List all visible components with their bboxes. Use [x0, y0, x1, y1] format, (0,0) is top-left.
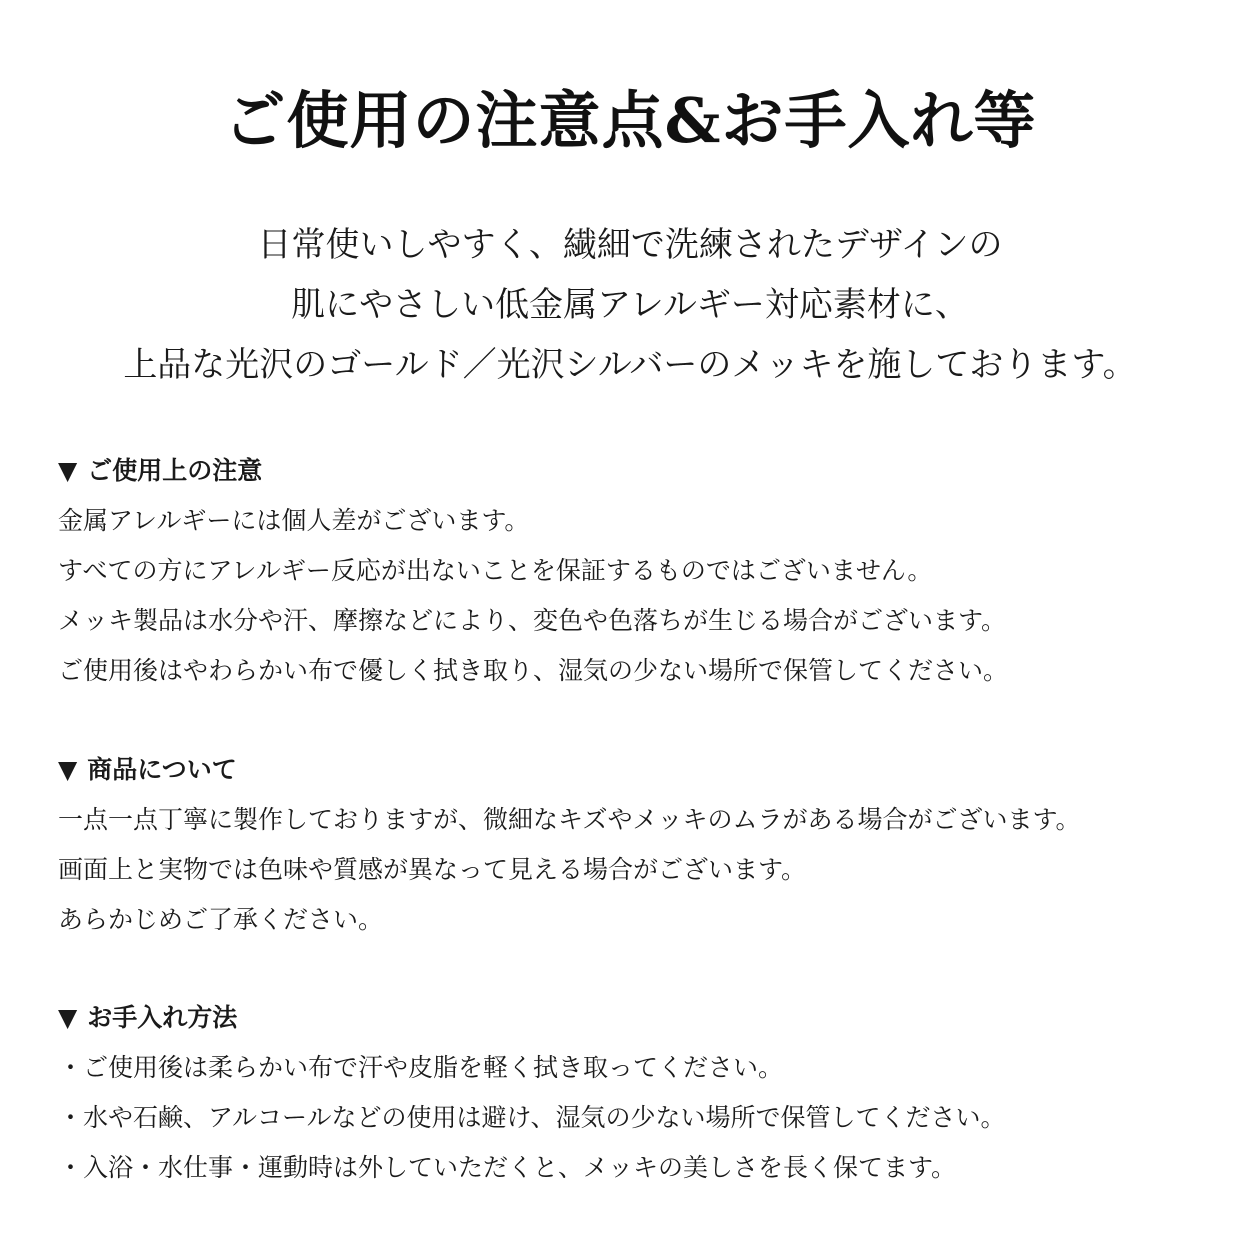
- page-title: ご使用の注意点&お手入れ等: [223, 84, 1037, 157]
- section-heading: [58, 993, 1248, 1043]
- section-line: すべての方にアレルギー反応が出ないことを保証するものではございません。: [58, 556, 933, 585]
- section-heading: [58, 446, 1248, 496]
- section-line: 金属アレルギーには個人差がございます。: [58, 506, 530, 535]
- section-heading: [58, 745, 1248, 795]
- section-line: 画面上と実物では色味や質感が異なって見える場合がございます。: [58, 855, 807, 884]
- section-heading-label: ご使用上の注意: [87, 456, 263, 485]
- intro-line: 上品な光沢のゴールド／光沢シルバーのメッキを施しております。: [123, 345, 1137, 385]
- section-line: ・水や石鹸、アルコールなどの使用は避け、湿気の少ない場所で保管してください。: [58, 1103, 1006, 1132]
- section-line: あらかじめご了承ください。: [58, 905, 384, 934]
- triangle-down-icon: ▼: [58, 456, 78, 485]
- triangle-down-icon: ▼: [58, 1003, 78, 1032]
- intro-line: 日常使いしやすく、繊細で洗練されたデザインの: [257, 225, 1003, 265]
- section-about-product: [58, 745, 1248, 945]
- section-line: ・入浴・水仕事・運動時は外していただくと、メッキの美しさを長く保てます。: [58, 1153, 957, 1182]
- section-line: ご使用後はやわらかい布で優しく拭き取り、湿気の少ない場所で保管してください。: [58, 656, 1009, 685]
- section-line: メッキ製品は水分や汗、摩擦などにより、変色や色落ちが生じる場合がございます。: [58, 606, 1007, 635]
- section-usage-caution: [58, 446, 1248, 696]
- section-care-method: [58, 993, 1248, 1193]
- section-line: ・ご使用後は柔らかい布で汗や皮脂を軽く拭き取ってください。: [58, 1053, 784, 1082]
- section-line: 一点一点丁寧に製作しておりますが、微細なキズやメッキのムラがある場合がございます。: [58, 805, 1081, 834]
- triangle-down-icon: ▼: [58, 755, 78, 784]
- section-heading-label: 商品について: [87, 755, 237, 784]
- section-heading-label: お手入れ方法: [87, 1003, 238, 1032]
- intro-line: 肌にやさしい低金属アレルギー対応素材に、: [291, 285, 969, 325]
- intro-text: [0, 215, 1260, 395]
